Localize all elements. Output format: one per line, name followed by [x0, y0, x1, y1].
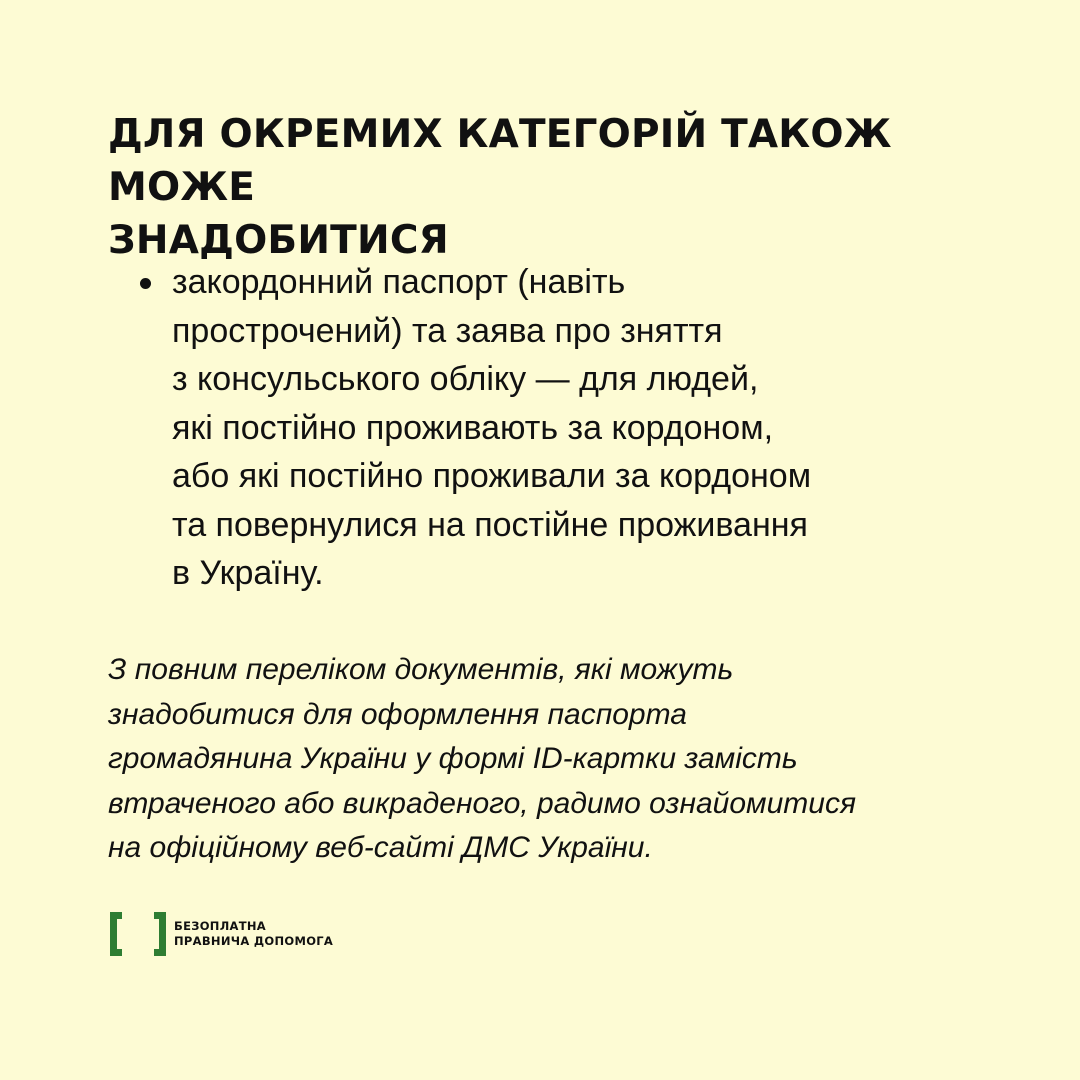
- brand-logo: [110, 912, 333, 956]
- info-note: [108, 648, 1008, 871]
- list-item-line: прострочений) та заява про зняття: [172, 311, 723, 350]
- list-item-line: які постійно проживають за кордоном,: [172, 408, 774, 447]
- requirements-list: [138, 258, 958, 598]
- list-item-line: або які постійно проживали за кордоном: [172, 457, 812, 495]
- list-item-line: та повернулися на постійне проживання: [172, 505, 808, 544]
- right-bracket-icon: [154, 912, 166, 956]
- list-item-line: з консульського обліку — для людей,: [172, 360, 759, 398]
- list-item-line: закордонний паспорт (навіть: [172, 263, 626, 301]
- note-line: громадянина України у формі ID-картки замість: [108, 742, 798, 775]
- note-line: втраченого або викраденого, радимо ознайомитися: [108, 786, 856, 820]
- list-item-line: в Україну.: [172, 554, 324, 592]
- note-line: З повним переліком документів, які можуть: [108, 653, 734, 686]
- left-bracket-icon: [110, 912, 122, 956]
- logo-text-line: БЕЗОПЛАТНА: [174, 919, 267, 933]
- page-heading: [108, 108, 988, 267]
- logo-text: [174, 919, 333, 949]
- heading-line: ЗНАДОБИТИСЯ: [108, 218, 449, 263]
- heading-line: ДЛЯ ОКРЕМИХ КАТЕГОРІЙ ТАКОЖ МОЖЕ: [108, 112, 892, 210]
- logo-text-line: ПРАВНИЧА ДОПОМОГА: [174, 934, 334, 948]
- note-line: на офіційному веб-сайті ДМС України.: [108, 831, 653, 864]
- list-item: [138, 258, 958, 598]
- brackets-logo-icon: [110, 912, 166, 956]
- bullet-dot-icon: [140, 278, 151, 289]
- note-line: знадобитися для оформлення паспорта: [108, 697, 687, 731]
